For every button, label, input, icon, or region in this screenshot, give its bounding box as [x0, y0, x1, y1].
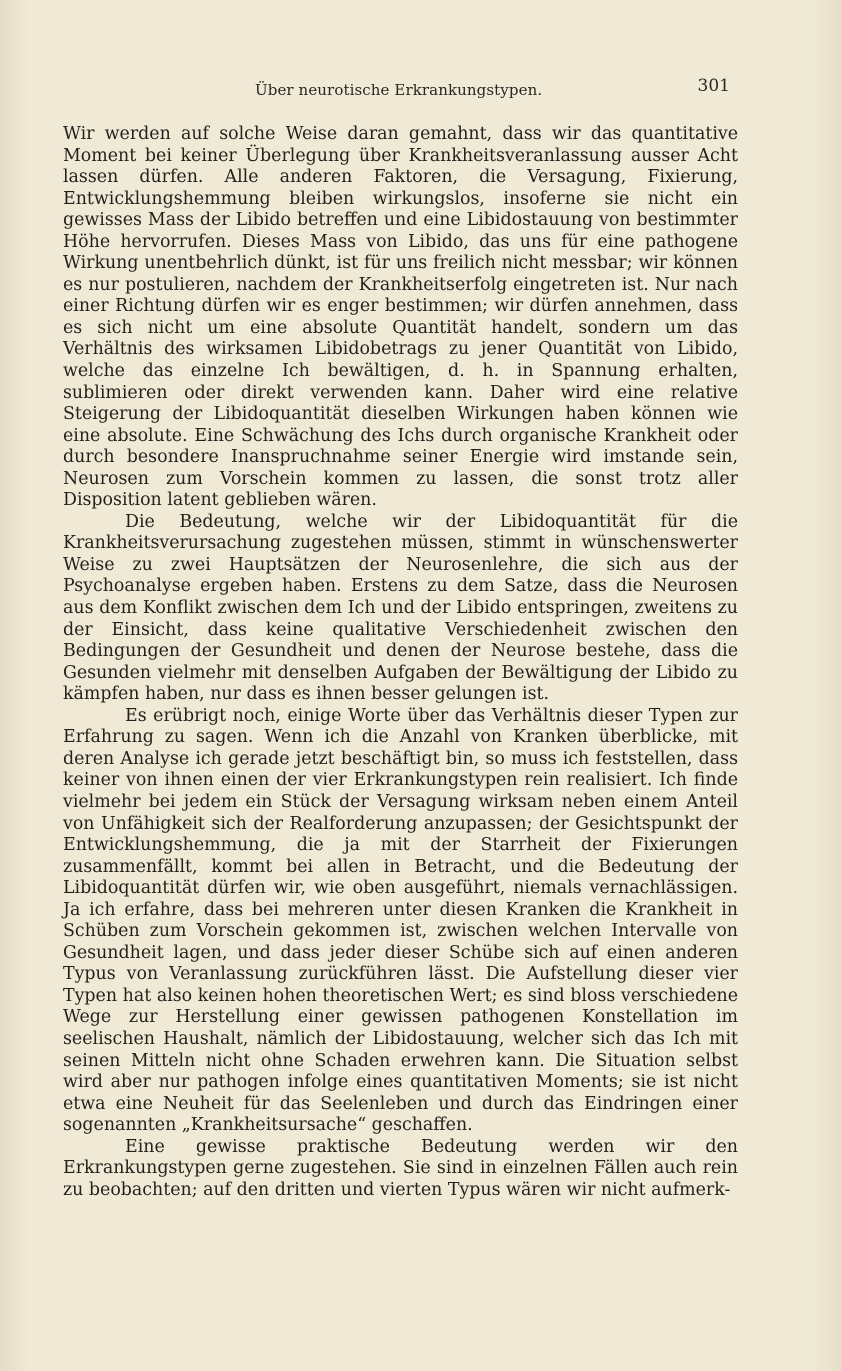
paragraph: Die Bedeutung, welche wir der Libidoquantität für die Krankheitsverursachung zugestehen müssen, stimmt in wünschenswerter Weise zu zwei Hauptsätzen der Neurosenlehre, die sich aus der Psychoanalyse ergeben haben. Erstens zu dem Satze, dass die Neurosen aus dem Konflikt zwischen dem Ich und der Libido entspringen, zweitens zu der Einsicht, dass keine qualitative Verschiedenheit zwischen den Bedingungen der Gesundheit und denen der Neurose bestehe, dass die Gesunden vielmehr mit denselben Aufgaben der Bewältigung der Libido zu kämpfen haben, nur dass es ihnen besser gelungen ist. — [63, 511, 738, 705]
page-number: 301 — [697, 76, 730, 96]
body-text — [63, 124, 738, 1201]
paragraph: Es erübrigt noch, einige Worte über das Verhältnis dieser Typen zur Erfahrung zu sagen. Wenn ich die Anzahl von Kranken überblicke, mit deren Analyse ich gerade jetzt beschäftigt bin, so muss ich feststellen, dass keiner von ihnen einen der vier Erkrankungstypen rein realisiert. Ich finde vielmehr bei jedem ein Stück der Versagung wirksam neben einem Anteil von Unfähigkeit sich der Realforderung anzupassen; der Gesichtspunkt der Entwicklungshemmung, die ja mit der Starrheit der Fixierungen zusammenfällt, kommt bei allen in Betracht, und die Bedeutung der Libidoquantität dürfen wir, wie oben ausgeführt, niemals vernachlässigen. Ja ich erfahre, dass bei mehreren unter diesen Kranken die Krankheit in Schüben zum Vorschein gekommen ist, zwischen welchen Intervalle von Gesundheit lagen, und dass jeder dieser Schübe sich auf einen anderen Typus von Veranlassung zurückführen lässt. Die Aufstellung dieser vier Typen hat also keinen hohen theoretischen Wert; es sind bloss verschiedene Wege zur Herstellung einer gewissen pathogenen Konstellation im seelischen Haushalt, nämlich der Libidostauung, welcher sich das Ich mit seinen Mitteln nicht ohne Schaden erwehren kann. Die Situation selbst wird aber nur pathogen infolge eines quantitativen Moments; sie ist nicht etwa eine Neuheit für das Seelenleben und durch das Eindringen einer sogenannten „Krankheitsursache“ geschaffen. — [63, 705, 738, 1136]
paragraph: Wir werden auf solche Weise daran gemahnt, dass wir das quantitative Moment bei keiner Überlegung über Krankheitsveranlassung ausser Acht lassen dürfen. Alle anderen Faktoren, die Versagung, Fixierung, Entwicklungshemmung bleiben wirkungslos, insoferne sie nicht ein gewisses Mass der Libido betreffen und eine Libidostauung von bestimmter Höhe hervorrufen. Dieses Mass von Libido, das uns für eine pathogene Wirkung unentbehrlich dünkt, ist für uns freilich nicht messbar; wir können es nur postulieren, nachdem der Krankheitserfolg eingetreten ist. Nur nach einer Richtung dürfen wir es enger bestimmen; wir dürfen annehmen, dass es sich nicht um eine absolute Quantität handelt, sondern um das Verhältnis des wirksamen Libidobetrags zu jener Quantität von Libido, welche das einzelne Ich bewältigen, d. h. in Spannung erhalten, sublimieren oder direkt verwenden kann. Daher wird eine relative Steigerung der Libidoquantität dieselben Wirkungen haben können wie eine absolute. Eine Schwächung des Ichs durch organische Krankheit oder durch besondere Inanspruchnahme seiner Energie wird imstande sein, Neurosen zum Vorschein kommen zu lassen, die sonst trotz aller Disposition latent geblieben wären. — [63, 124, 738, 511]
page-header — [60, 76, 730, 100]
paragraph: Eine gewisse praktische Bedeutung werden wir den Erkrankungstypen gerne zugestehen. Sie sind in einzelnen Fällen auch rein zu beobachten; auf den dritten und vierten Typus wären wir nicht aufmerk- — [63, 1136, 738, 1200]
running-title: Über neurotische Erkrankungstypen. — [255, 81, 543, 99]
